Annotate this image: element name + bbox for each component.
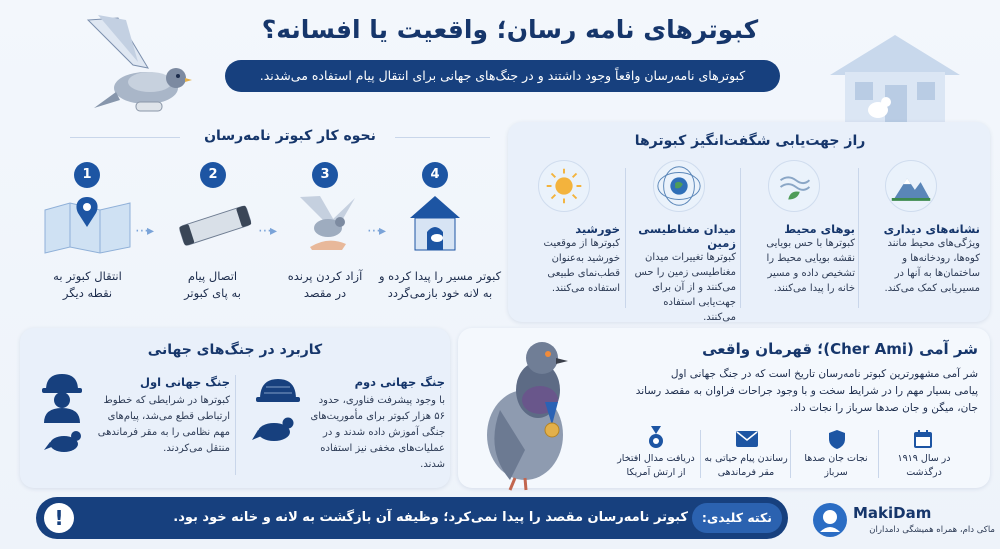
ww1-line1: کبوترها در شرایطی که خطوط: [103, 395, 230, 406]
nav-item-magnetic-line4: جهت‌یابی استفاده: [663, 297, 736, 308]
flying-pigeon-illustration: [78, 10, 198, 125]
ww1-line2: ارتباطی قطع می‌شد، پیام‌های: [107, 411, 230, 422]
step-4-label: [370, 268, 510, 302]
step-3-label-line2: در مقصد: [303, 286, 347, 300]
fact-saved-line1: نجات جان صدها: [804, 453, 868, 464]
step-arrow-3: ⋯▸: [367, 223, 385, 239]
fact-year-line2: درگذشت: [906, 467, 942, 478]
nav-item-visual-line1: ویژگی‌های محیط مانند: [887, 238, 980, 249]
subtitle-text: کبوترهای نامه‌رسان واقعاً وجود داشتند و در جنگ‌های جهانی برای انتقال پیام استفاده می‌شدند.: [259, 68, 746, 83]
ww2-title: جنگ جهانی دوم: [354, 375, 445, 389]
nav-item-visual: [862, 222, 980, 296]
brand-name: MakiDam: [853, 504, 932, 522]
fact-saved-line2: سرباز: [824, 467, 848, 478]
ww1-pigeon-icon: [44, 424, 86, 458]
warning-icon: !: [44, 503, 74, 533]
nav-item-sun-line1: کبوترها از موقعیت: [543, 238, 620, 249]
nav-item-visual-line4: مسیریابی کمک می‌کند.: [884, 283, 980, 294]
nav-item-smell-line1: کبوترها با حس بویایی: [766, 238, 855, 249]
key-point-label: نکته کلیدی:: [692, 503, 782, 533]
nav-item-magnetic-line1: کبوترها تغییرات میدان: [644, 252, 736, 263]
nav-item-visual-line3: ساختمان‌ها به آنها در: [894, 268, 980, 279]
nav-item-magnetic-title: میدان مغناطیسی زمین: [638, 222, 736, 250]
ww1-title: جنگ جهانی اول: [140, 375, 230, 389]
release-pigeon-icon: [290, 192, 365, 252]
ww1-line3: مهم نظامی را به مقر فرماندهی: [97, 427, 230, 438]
shield-icon: [826, 428, 848, 450]
ww1-line4: منتقل می‌کردند.: [163, 443, 230, 454]
nav-item-magnetic-line2: مغناطیسی زمین را حس: [634, 267, 736, 278]
fact-saved: [794, 452, 878, 480]
nav-item-smell-line3: تشخیص داده و مسیر: [767, 268, 855, 279]
nav-item-sun-line3: قطب‌نمای طبیعی: [547, 268, 620, 279]
fact-message: [703, 452, 789, 480]
message-capsule-icon: [172, 200, 257, 250]
ww2-block: [300, 375, 445, 473]
ww2-line2: ۵۶ هزار کبوتر برای مأموریت‌های: [310, 411, 445, 422]
subtitle-banner: [225, 60, 780, 92]
how-it-works-title-underline-right: [395, 137, 490, 138]
step-2-number: 2: [200, 162, 226, 188]
nav-item-magnetic-line3: می‌کنند و از آن برای: [652, 282, 736, 293]
cher-ami-title: شر آمی (Cher Ami)؛ قهرمان واقعی: [702, 340, 978, 358]
nav-item-smell-title: بوهای محیط: [784, 222, 855, 236]
ww2-helmet-icon: [256, 375, 300, 407]
step-4-label-line1: کبوتر مسیر را پیدا کرده و: [378, 269, 502, 283]
nav-item-sun: [515, 222, 620, 296]
nav-divider-1: [858, 168, 859, 308]
step-3-number: 3: [312, 162, 338, 188]
fact-message-line1: رساندن پیام حیاتی به: [704, 453, 788, 464]
mountain-icon: [885, 160, 937, 212]
nav-item-smell: [745, 222, 855, 296]
step-2-label: [150, 268, 275, 302]
key-point-text: کبوتر نامه‌رسان مقصد را پیدا نمی‌کرد؛ وظیفه آن بازگشت به لانه و خانه خود بود.: [173, 510, 688, 525]
ww2-line4: عملیات‌های مخفی نیز استفاده شدند.: [320, 443, 445, 470]
ww1-soldier-icon: [38, 368, 86, 423]
nav-divider-2: [740, 168, 741, 308]
key-point-bar: [36, 497, 788, 539]
step-1-number: 1: [74, 162, 100, 188]
magnetic-earth-icon: [653, 160, 705, 212]
fact-medal-line2: از ارتش آمریکا: [626, 467, 686, 478]
medal-icon: [646, 426, 666, 450]
step-3-label: [265, 268, 385, 302]
fact-divider-3: [700, 430, 701, 478]
ww2-line1: با وجود پیشرفت فناوری، حدود: [318, 395, 445, 406]
step-4-number: 4: [422, 162, 448, 188]
fact-message-line2: مقر فرماندهی: [717, 467, 775, 478]
nav-item-sun-line4: استفاده می‌کنند.: [551, 283, 620, 294]
fact-medal-line1: دریافت مدال افتخار: [617, 453, 695, 464]
nav-item-visual-line2: کوه‌ها، رودخانه‌ها و: [902, 253, 980, 264]
home-loft-icon: [405, 192, 465, 254]
step-3-label-line1: آزاد کردن پرنده: [287, 269, 363, 283]
fact-year: [882, 452, 966, 480]
envelope-icon: [735, 430, 759, 448]
fact-year-line1: در سال ۱۹۱۹: [897, 453, 951, 464]
nav-item-visual-title: نشانه‌های دیداری: [883, 222, 980, 236]
cher-ami-pigeon-illustration: [470, 330, 590, 495]
ww1-block: [90, 375, 230, 457]
step-1-label-line1: انتقال کبوتر به: [53, 269, 122, 283]
step-1-label-line2: نقطه دیگر: [62, 286, 113, 300]
nav-item-smell-line2: نقشه بویایی محیط را: [766, 253, 855, 264]
fact-divider-2: [790, 430, 791, 478]
step-4-label-line2: به لانه خود بازمی‌گردد: [387, 286, 493, 300]
fact-medal: [612, 452, 700, 480]
step-arrow-2: ⋯▸: [258, 223, 276, 239]
nav-item-sun-line2: خورشید به‌عنوان: [551, 253, 620, 264]
brand-tagline: ماکی دام، همراه همیشگی دامداران: [869, 525, 995, 535]
pigeon-house-illustration: [820, 30, 970, 125]
step-arrow-1: ⋯▸: [135, 223, 153, 239]
nav-item-magnetic: [628, 222, 736, 325]
nav-item-smell-line4: خانه را پیدا می‌کنند.: [773, 283, 855, 294]
war-divider: [235, 375, 236, 475]
nav-divider-3: [625, 168, 626, 308]
step-2-label-line2: به پای کبوتر: [184, 286, 241, 300]
step-1-label: [25, 268, 150, 302]
calendar-icon: [912, 428, 934, 450]
navigation-title: راز جهت‌یابی شگفت‌انگیز کبوترها: [634, 133, 866, 149]
how-it-works-title: نحوه کار کبوتر نامه‌رسان: [204, 128, 376, 144]
nav-item-sun-title: خورشید: [575, 222, 620, 236]
cher-ami-line1: شر آمی مشهورترین کبوتر نامه‌رسان تاریخ است که در جنگ جهانی اول: [670, 368, 978, 380]
cher-ami-line3: جان، میگن و جان صدها سرباز را نجات داد.: [790, 402, 978, 414]
cher-ami-line2: پیامی بسیار مهم را در شرایط سخت و با وجود جراحات فراوان به مقصد رساند: [635, 385, 978, 397]
sun-icon: [538, 160, 590, 212]
ww2-line3: جنگی آموزش داده شدند و در: [323, 427, 445, 438]
page-title: کبوترهای نامه رسان؛ واقعیت یا افسانه؟: [261, 15, 759, 44]
map-pin-icon: [40, 195, 135, 255]
cher-ami-description: [600, 366, 978, 417]
ww2-pigeon-icon: [252, 410, 298, 448]
smell-leaf-icon: [768, 160, 820, 212]
fact-divider-1: [878, 430, 879, 478]
step-2-label-line1: اتصال پیام: [187, 269, 238, 283]
nav-item-magnetic-line5: می‌کنند.: [703, 312, 736, 323]
how-it-works-title-underline: [70, 137, 180, 138]
war-usage-title: کاربرد در جنگ‌های جهانی: [147, 342, 323, 358]
